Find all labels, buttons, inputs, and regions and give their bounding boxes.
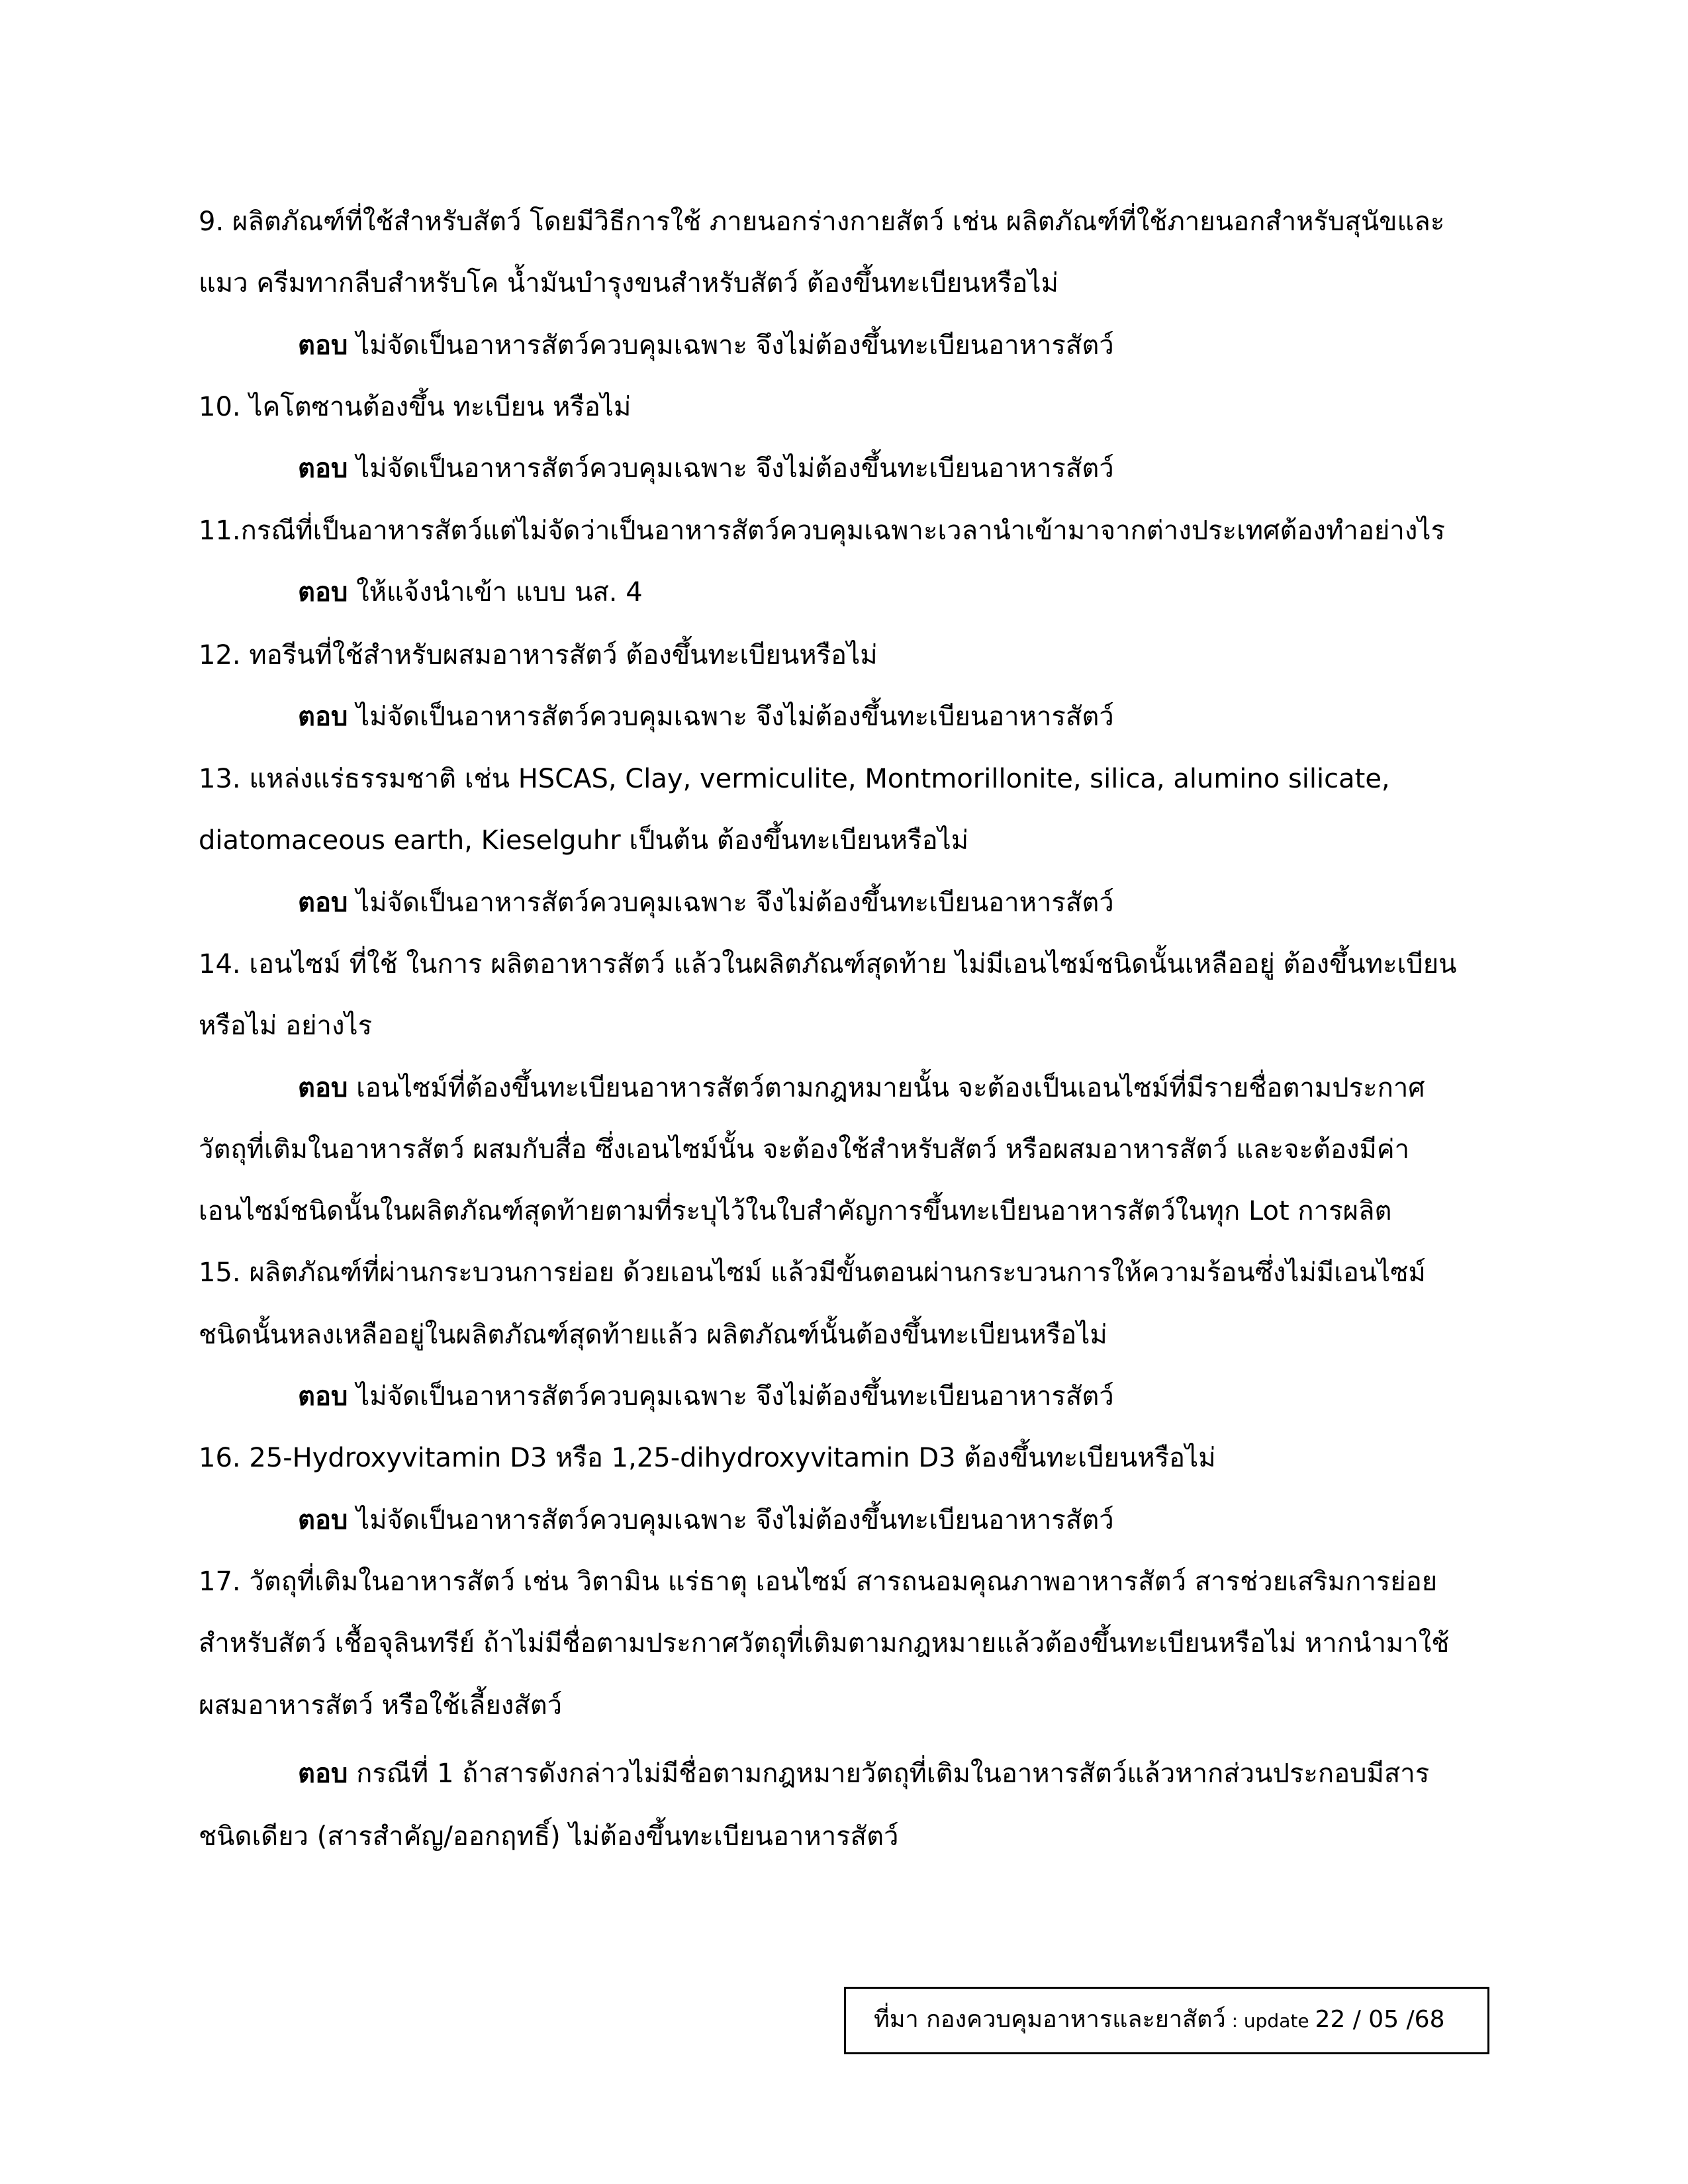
answer-label: ตอบ: [298, 577, 348, 608]
answer-14-line-2: วัตถุที่เติมในอาหารสัตว์ ผสมกับสื่อ ซึ่งเอนไซม์นั้น จะต้องใช้สำหรับสัตว์ หรือผสมอาหารสัตว์ และจะต้องมีค่า: [199, 1134, 1410, 1165]
question-14-line-1: 14. เอนไซม์ ที่ใช้ ในการ ผลิตอาหารสัตว์ แล้วในผลิตภัณฑ์สุดท้าย ไม่มีเอนไซม์ชนิดนั้นเหลืออยู่ ต้องขึ้นทะเบียน: [199, 949, 1457, 979]
update-label: : update: [1225, 2010, 1315, 2032]
question-9-line-2: แมว ครีมทากลีบสำหรับโค น้ำมันบำรุงขนสำหรับสัตว์ ต้องขึ้นทะเบียนหรือไม่: [199, 268, 1058, 298]
answer-text: ให้แจ้งนำเข้า แบบ นส. 4: [356, 577, 643, 608]
answer-text: ไม่จัดเป็นอาหารสัตว์ควบคุมเฉพาะ จึงไม่ต้องขึ้นทะเบียนอาหารสัตว์: [356, 330, 1114, 361]
question-16: 16. 25-Hydroxyvitamin D3 หรือ 1,25-dihydroxyvitamin D3 ต้องขึ้นทะเบียนหรือไม่: [199, 1443, 1216, 1473]
answer-label: ตอบ: [298, 1073, 348, 1103]
question-17-line-3: ผสมอาหารสัตว์ หรือใช้เลี้ยงสัตว์: [199, 1690, 563, 1721]
answer-label: ตอบ: [298, 1381, 348, 1412]
answer-9: [298, 326, 1496, 365]
answer-17-line-1: [298, 1754, 1496, 1794]
answer-16: [298, 1500, 1496, 1540]
answer-13: [298, 883, 1496, 923]
question-14-line-2: หรือไม่ อย่างไร: [199, 1011, 373, 1041]
question-13-line-1: 13. แหล่งแร่ธรรมชาติ เช่น HSCAS, Clay, vermiculite, Montmorillonite, silica, alumino silicate,: [199, 764, 1390, 794]
answer-11: [298, 572, 1496, 612]
answer-label: ตอบ: [298, 1505, 348, 1535]
answer-14-line-1: [298, 1068, 1496, 1108]
answer-label: ตอบ: [298, 1758, 348, 1789]
question-9-line-1: 9. ผลิตภัณฑ์ที่ใช้สำหรับสัตว์ โดยมีวิธีการใช้ ภายนอกร่างกายสัตว์ เช่น ผลิตภัณฑ์ที่ใช้ภายนอกสำหรับสุนัขและ: [199, 206, 1445, 237]
question-11: 11.กรณีที่เป็นอาหารสัตว์แต่ไม่จัดว่าเป็นอาหารสัตว์ควบคุมเฉพาะเวลานำเข้ามาจากต่างประเทศต้องทำอย่างไร: [199, 516, 1445, 546]
answer-label: ตอบ: [298, 887, 348, 918]
answer-text: กรณีที่ 1 ถ้าสารดังกล่าวไม่มีชื่อตามกฎหมายวัตถุที่เติมในอาหารสัตว์แล้วหากส่วนประกอบมีสาร: [356, 1758, 1430, 1789]
answer-17-line-2: ชนิดเดียว (สารสำคัญ/ออกฤทธิ์) ไม่ต้องขึ้นทะเบียนอาหารสัตว์: [199, 1821, 899, 1852]
answer-text: ไม่จัดเป็นอาหารสัตว์ควบคุมเฉพาะ จึงไม่ต้องขึ้นทะเบียนอาหารสัตว์: [356, 453, 1114, 484]
answer-text: เอนไซม์ที่ต้องขึ้นทะเบียนอาหารสัตว์ตามกฎหมายนั้น จะต้องเป็นเอนไซม์ที่มีรายชื่อตามประกาศ: [356, 1073, 1425, 1103]
answer-15: [298, 1377, 1496, 1416]
question-12: 12. ทอรีนที่ใช้สำหรับผสมอาหารสัตว์ ต้องขึ้นทะเบียนหรือไม่: [199, 640, 878, 670]
update-date: 22 / 05 /68: [1315, 2006, 1445, 2033]
answer-text: ไม่จัดเป็นอาหารสัตว์ควบคุมเฉพาะ จึงไม่ต้องขึ้นทะเบียนอาหารสัตว์: [356, 702, 1114, 732]
question-15-line-1: 15. ผลิตภัณฑ์ที่ผ่านกระบวนการย่อย ด้วยเอนไซม์ แล้วมีขั้นตอนผ่านกระบวนการให้ความร้อนซึ่งไม่มีเอนไซม์: [199, 1257, 1426, 1288]
answer-10: [298, 449, 1496, 488]
answer-label: ตอบ: [298, 330, 348, 361]
answer-label: ตอบ: [298, 702, 348, 732]
source-note: [874, 2001, 1444, 2040]
answer-label: ตอบ: [298, 453, 348, 484]
question-17-line-2: สำหรับสัตว์ เชื้อจุลินทรีย์ ถ้าไม่มีชื่อตามประกาศวัตถุที่เติมตามกฎหมายแล้วต้องขึ้นทะเบียนหรือไม่ หากนำมาใช้: [199, 1628, 1450, 1659]
answer-12: [298, 697, 1496, 737]
question-17-line-1: 17. วัตถุที่เติมในอาหารสัตว์ เช่น วิตามิน แร่ธาตุ เอนไซม์ สารถนอมคุณภาพอาหารสัตว์ สารช่วยเสริมการย่อย: [199, 1567, 1438, 1597]
question-15-line-2: ชนิดนั้นหลงเหลืออยู่ในผลิตภัณฑ์สุดท้ายแล้ว ผลิตภัณฑ์นั้นต้องขึ้นทะเบียนหรือไม่: [199, 1320, 1107, 1350]
answer-text: ไม่จัดเป็นอาหารสัตว์ควบคุมเฉพาะ จึงไม่ต้องขึ้นทะเบียนอาหารสัตว์: [356, 1381, 1114, 1412]
question-10: 10. ไคโตซานต้องขึ้น ทะเบียน หรือไม่: [199, 392, 632, 422]
answer-text: ไม่จัดเป็นอาหารสัตว์ควบคุมเฉพาะ จึงไม่ต้องขึ้นทะเบียนอาหารสัตว์: [356, 1505, 1114, 1535]
source-label: ที่มา กองควบคุมอาหารและยาสัตว์: [874, 2006, 1226, 2033]
question-13-line-2: diatomaceous earth, Kieselguhr เป็นต้น ต้องขึ้นทะเบียนหรือไม่: [199, 825, 969, 856]
answer-14-line-3: เอนไซม์ชนิดนั้นในผลิตภัณฑ์สุดท้ายตามที่ระบุไว้ในใบสำคัญการขึ้นทะเบียนอาหารสัตว์ในทุก Lot การผลิต: [199, 1196, 1392, 1226]
answer-text: ไม่จัดเป็นอาหารสัตว์ควบคุมเฉพาะ จึงไม่ต้องขึ้นทะเบียนอาหารสัตว์: [356, 887, 1114, 918]
